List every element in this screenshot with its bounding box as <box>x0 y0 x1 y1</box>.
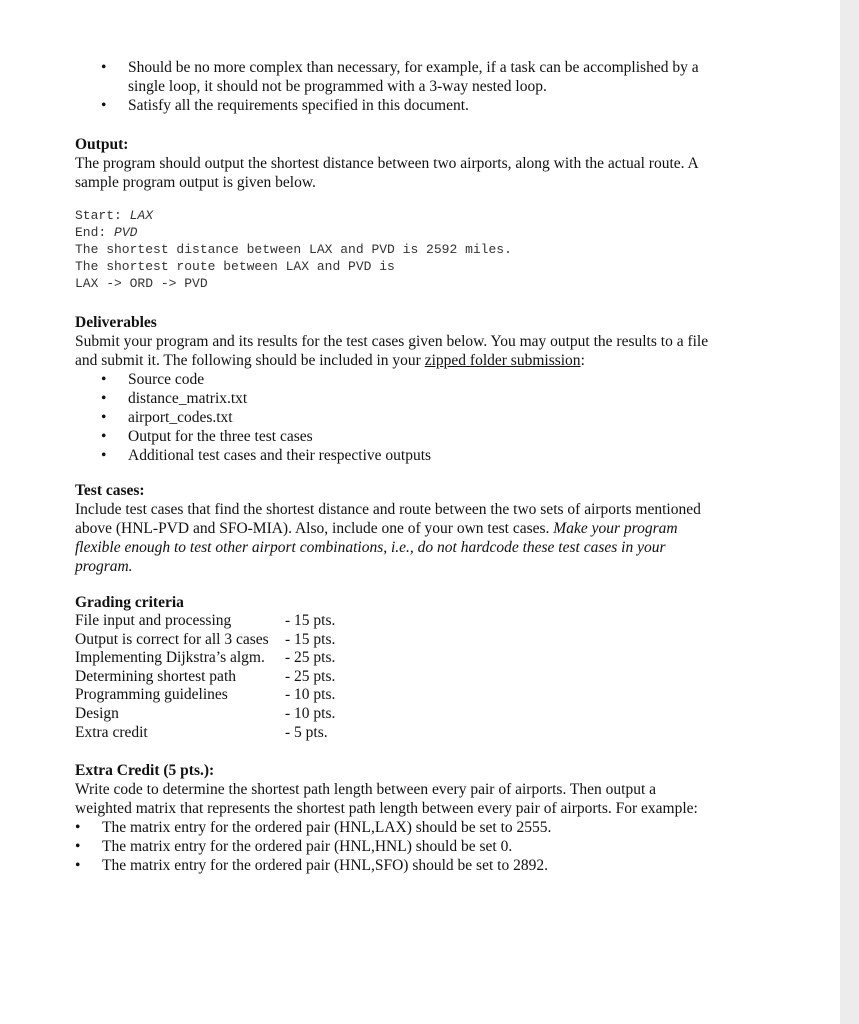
extra-credit-heading: Extra Credit (5 pts.): <box>75 762 215 780</box>
list-item: • The matrix entry for the ordered pair (HNL,SFO) should be set to 2892. <box>75 856 715 875</box>
list-item: • Satisfy all the requirements specified in this document. <box>75 96 715 115</box>
output-section <box>75 135 715 292</box>
zipped-folder-link: zipped folder submission <box>424 352 581 369</box>
deliverables-list <box>75 370 715 465</box>
table-row: File input and processing - 15 pts. <box>75 612 336 629</box>
list-item: • Output for the three test cases <box>75 427 715 446</box>
output-description: The program should output the shortest distance between two airports, along with the actual route. A sample program output is given below. <box>75 155 698 191</box>
sample-start-value: LAX <box>129 208 154 223</box>
list-item: • The matrix entry for the ordered pair (HNL,HNL) should be set 0. <box>75 837 715 856</box>
table-row: Implementing Dijkstra’s algm. - 25 pts. <box>75 649 336 667</box>
extra-credit-list <box>75 818 715 875</box>
table-row: Determining shortest path - 25 pts. <box>75 667 336 685</box>
list-item: • airport_codes.txt <box>75 408 715 427</box>
deliverables-description: Submit your program and its results for the test cases given below. You may output the results to a file and submit it. The following should be included in your zipped folder submission: <box>75 333 709 369</box>
document-page <box>75 58 715 875</box>
test-cases-description: Include test cases that find the shortest distance and route between the two sets of airports mentioned above (HNL-PVD and SFO-MIA). Also, include one of your own test cases. Make your program flexible enough to test other airport combinations, i.e., do not hardcode these test cases in your program. <box>75 501 701 575</box>
table-row: Programming guidelines - 10 pts. <box>75 686 336 704</box>
deliverables-section <box>75 313 715 465</box>
table-row: Output is correct for all 3 cases - 15 pts. <box>75 630 336 648</box>
list-item: • Source code <box>75 370 715 389</box>
grading-section <box>75 593 715 742</box>
deliverables-heading: Deliverables <box>75 314 157 331</box>
guideline-list <box>75 58 715 115</box>
table-row: Design - 10 pts. <box>75 704 336 722</box>
sample-route-line: The shortest route between LAX and PVD is <box>75 259 395 274</box>
output-heading: Output: <box>75 136 129 153</box>
sample-end-value: PVD <box>114 225 138 240</box>
grading-heading: Grading criteria <box>75 594 184 611</box>
test-cases-heading: Test cases: <box>75 482 145 499</box>
sample-end-label: End: <box>75 225 115 240</box>
sample-start-label: Start: <box>75 208 130 223</box>
sample-distance-line: The shortest distance between LAX and PVD is 2592 miles. <box>75 242 512 257</box>
list-item: • distance_matrix.txt <box>75 389 715 408</box>
scrollbar-track[interactable] <box>840 0 859 1024</box>
list-item: • Additional test cases and their respective outputs <box>75 446 715 465</box>
sample-route-path: LAX -> ORD -> PVD <box>75 276 208 291</box>
extra-credit-section <box>75 761 715 875</box>
grading-table <box>75 612 335 742</box>
list-item: • The matrix entry for the ordered pair (HNL,LAX) should be set to 2555. <box>75 818 715 837</box>
table-row: Extra credit - 5 pts. <box>75 723 328 741</box>
list-item: • Should be no more complex than necessary, for example, if a task can be accomplished by a single loop, it should not be programmed with a 3-way nested loop. <box>75 58 715 96</box>
test-cases-section <box>75 481 715 576</box>
sample-output-block <box>75 207 715 292</box>
extra-credit-description: Write code to determine the shortest path length between every pair of airports. Then output a weighted matrix that represents the shortest path length between every pair of airports. For example: <box>75 781 698 818</box>
